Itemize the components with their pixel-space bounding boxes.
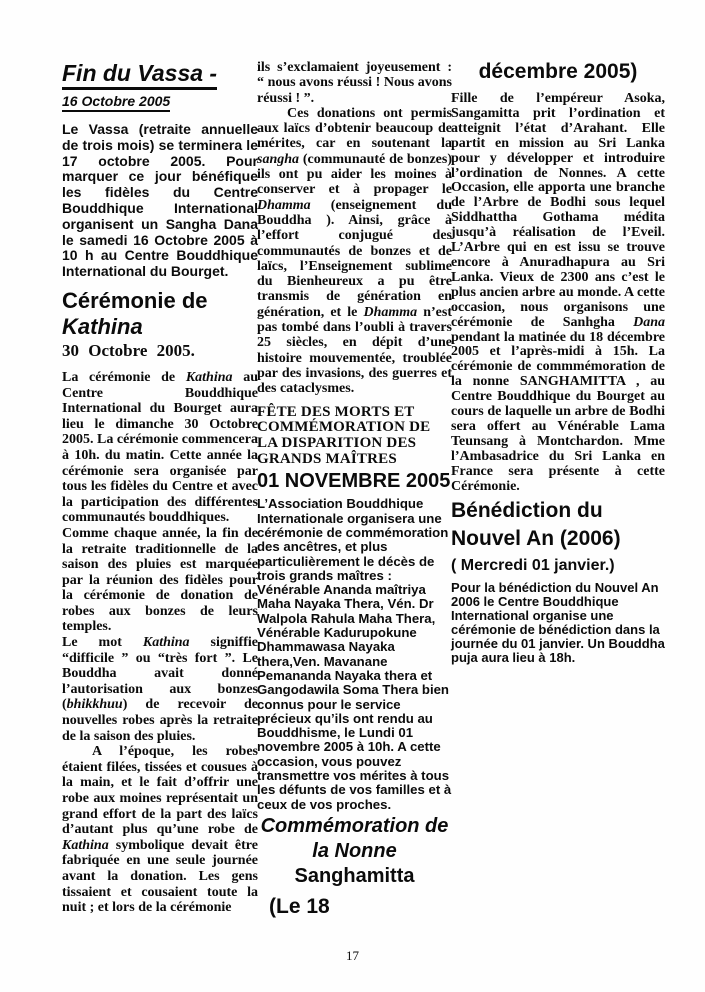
paragraph-benediction: Pour la bénédiction du Nouvel An 2006 le Centre Bouddhique International organise une cérémonie de bénédiction dans la journée du 01 janvier. Un Bouddha puja aura lieu à 18h.	[451, 580, 665, 666]
paragraph-exclamation: ils s’exclamaient joyeusement : “ nous avons réussi ! Nous avons réussi ! ”.	[257, 60, 452, 106]
heading-fete-des-morts: FÊTE DES MORTS ET COMMÉMORATION DE LA DISPARITION DES GRANDS MAÎTRES	[257, 403, 431, 467]
heading-ceremonie-kathina: Cérémonie de Kathina	[62, 287, 208, 339]
heading-commemoration-nonne: Commémoration de la Nonne	[260, 814, 449, 862]
paragraph-donations: Ces donations ont permis aux laïcs d’obtenir beaucoup de mérites, car en soutenant la sangha (communauté de bonzes) ils ont pu aider les moines à conserver et à propager le Dhamma (enseignement du Bouddha ). Ainsi, grâce à l’effort conjugué des communautés de bonzes et de laïcs, l’Enseignement sublime du Bienheureux a pu être transmis de génération en génération, et le Dhamma n’est pas tombé dans l’oubli à travers 25 siècles, en dépit d’une histoire mouvementée, troublée par des invasions, des guerres et des cataclysmes.	[257, 105, 452, 397]
heading-date-30-octobre: 30 Octobre 2005.	[62, 340, 195, 360]
heading-decembre-2005: décembre 2005)	[478, 60, 638, 83]
paragraph-robes-history: A l’époque, les robes étaient filées, tissées et cousues à la main, et le fait d’offrir une robe aux moines représentait un grand effort de la part des laïcs d’autant plus qu’une robe de Kathina symbolique devait être fabriquée en une seule journée avant la donation. Les gens tissaient et cousaient toute la nuit ; et lors de la cérémonie	[62, 744, 258, 916]
page-number: 17	[346, 948, 359, 963]
paragraph-rainy-season: Comme chaque année, la fin de la retraite traditionnelle de la saison des pluies est marquée par la réunion des fidèles pour la cérémonie de donation de robes aux bonzes de leurs temples.	[62, 525, 258, 635]
paragraph-sangamitta: Fille de l’empéreur Asoka, Sangamitta prit l’ordination et atteignit l’état d’Arahant. Elle partit en mission au Sri Lanka pour y développer et introduire l’ordination de Nonnes. A cette Occasion, elle apporta une branche de l’Arbre de Bodhi sous lequel Siddhattha Gothama médita jusqu’à réalisation de l’Eveil. L’Arbre qui en est issu se trouve encore à Anuradhapura au Sri Lanka. Vieux de 2300 ans c’est le plus ancien arbre au monde. A cette occasion, nous organisons une cérémonie de Sanhgha Dana pendant la matinée du 18 décembre 2005 et l’après-midi à 15h. La cérémonie de commmémoration de la nonne SANGHAMITTA , au Centre Bouddhique du Bourget au cours de laquelle un arbre de Bodhi sera offert au Vénérable Lama Teunsang à Montchardon. Mme l’Ambasadrice du Sri Lanka en France sera présente à cette Cérémonie.	[451, 91, 665, 494]
article-subtitle-date: 16 Octobre 2005	[62, 93, 170, 112]
column-1	[62, 60, 258, 916]
article-title-fin-du-vassa: Fin du Vassa -	[62, 60, 217, 90]
heading-01-novembre-2005: 01 NOVEMBRE 2005	[257, 470, 451, 493]
column-2	[257, 60, 452, 920]
subheading-mercredi-01-janvier: ( Mercredi 01 janvier.)	[451, 557, 615, 575]
paragraph-vassa: Le Vassa (retraite annuelle de trois mois) se terminera le 17 octobre 2005. Pour marquer ce jour bénéfique les fidèles du Centre Bouddhique International organisent un Sangha Dana le samedi 16 Octobre 2005 à 10 h au Centre Bouddhique International du Bourget.	[62, 121, 258, 280]
heading-sanghamitta: Sanghamitta	[294, 864, 415, 887]
paragraph-kathina-ceremony: La cérémonie de Kathina au Centre Bouddhique International du Bourget aura lieu le dimanche 30 Octobre 2005. La cérémonie commencera à 10h. du matin. Cette année la cérémonie sera organisée par tous les fidèles du Centre et avec la participation des différentes communautés bouddhiques.	[62, 369, 258, 526]
paragraph-association: L’Association Bouddhique Internationale organisera une cérémonie de commémoration des ancêtres, et plus particulièrement le décès de trois grands maîtres : Vénérable Ananda maîtriya Maha Nayaka Thera, Vén. Dr Walpola Rahula Maha Thera, Vénérable Kadurupokune Dhammawasa Nayaka thera,Ven. Mavanane Pemananda Nayaka thera et Gangodawila Soma Thera bien connus pour le service précieux qu’ils ont rendu au Bouddhisme, le Lundi 01 novembre 2005 à 10h. A cette occasion, vous pouvez transmettre vos mérites à tous les défunts de vos familles et à ceux de vos proches.	[257, 496, 452, 812]
heading-le-18: (Le 18	[269, 894, 330, 918]
paragraph-kathina-meaning: Le mot Kathina signiffie “difficile ” ou “très fort ”. Le Bouddha avait donné l’autorisation aux bonzes (bhikkhuu) de recevoir de nouvelles robes après la retraite de la saison des pluies.	[62, 635, 258, 744]
heading-benediction-nouvel-an: Bénédiction du Nouvel An (2006)	[451, 499, 621, 551]
column-3	[451, 58, 665, 665]
